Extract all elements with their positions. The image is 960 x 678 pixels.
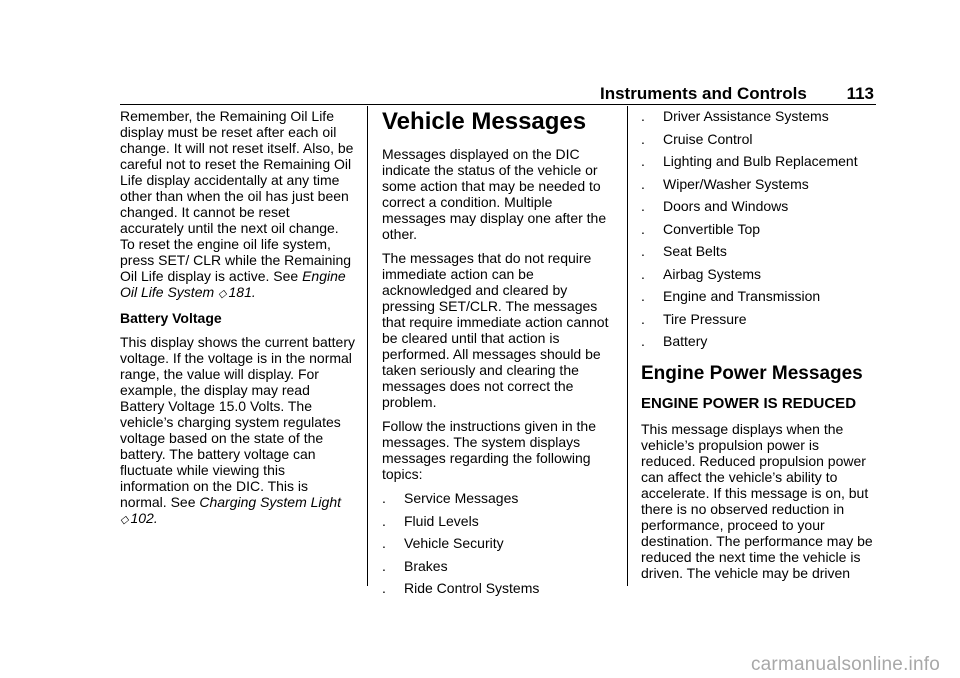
list-item: . Convertible Top [641,220,761,237]
messages-paragraph-1: Messages displayed on the DIC indicate the status of the vehicle or some action that may be needed to correct a condition. Multiple messages may display one after the other. [382,146,607,242]
list-item: . Vehicle Security [382,535,504,551]
list-item: . Tire Pressure [641,310,747,327]
column-divider [367,106,368,586]
list-item: . Service Messages [382,490,519,506]
column-3 [641,108,877,589]
topics-list-continued [641,108,877,349]
list-item: . Lighting and Bulb Replacement [641,153,858,169]
topics-list [382,490,618,596]
section-title: Instruments and Controls [600,84,807,103]
list-item: . Ride Control Systems [382,580,540,596]
oil-life-paragraph: Remember, the Remaining Oil Life display must be reset after each oil change. It will not reset itself. Also, be careful not to reset the Remaining Oil Life display accidentally at any time other than when the oil has just been changed. It cannot be reset accurately until the next oil change. To reset the engine oil life system, press SET/ CLR while the Remaining Oil Life display is active. See Engine Oil Life System ◇ 181. [120,108,354,300]
column-divider [627,106,628,586]
list-item: . Battery [641,333,708,349]
page-ref-icon: ◇ [120,514,129,526]
engine-power-heading: Engine Power Messages [641,363,863,384]
page-header [600,84,874,104]
watermark: carmanualsonline.info [750,654,940,675]
messages-paragraph-3: Follow the instructions given in the messages. The system displays messages regarding the following topics: [382,418,596,482]
page-ref-icon: ◇ [218,288,227,300]
list-item: . Seat Belts [641,243,727,259]
battery-voltage-paragraph: This display shows the current battery voltage. If the voltage is in the normal range, the value will display. For example, the display may read Battery Voltage 15.0 Volts. The vehicle’s charging system regulates voltage based on the state of the battery. The battery voltage can fluctuate while viewing this information on the DIC. This is normal. See Charging System Light ◇ 102. [120,334,355,526]
header-rule [120,104,876,105]
charging-system-link[interactable]: Charging System Light [199,494,342,510]
list-item: . Doors and Windows [641,198,789,214]
list-item: . Brakes [382,557,448,574]
list-item: . Cruise Control [641,130,753,147]
oil-life-link[interactable]: Engine Oil Life System [120,268,346,300]
messages-paragraph-2: The messages that do not require immediate action can be acknowledged and cleared by pressing SET/CLR. The messages that require immediate action cannot be cleared until that action is performed. All messages should be taken seriously and clearing the messages does not correct the problem. [382,250,609,410]
battery-voltage-heading: Battery Voltage [120,310,222,326]
engine-power-paragraph: This message displays when the vehicle’s propulsion power is reduced. Reduced propulsion power can affect the vehicle’s ability to accelerate. If this message is on, but there is no observed reduction in performance, proceed to your destination. The performance may be reduced the next time the vehicle is driven. The vehicle may be driven [641,421,873,581]
list-item: . Fluid Levels [382,512,479,529]
page-ref-102[interactable]: ◇ 102. [120,510,158,526]
column-1 [120,108,356,536]
list-item: . Airbag Systems [641,265,762,282]
list-item: . Wiper/Washer Systems [641,175,809,192]
list-item: . Driver Assistance Systems [641,108,829,124]
page-ref-181[interactable]: ◇ 181. [218,284,256,300]
vehicle-messages-heading: Vehicle Messages [382,108,587,135]
page-number: 113 [846,84,874,103]
engine-power-reduced-subheading: ENGINE POWER IS REDUCED [641,395,857,412]
column-2 [382,108,618,603]
list-item: . Engine and Transmission [641,288,821,304]
